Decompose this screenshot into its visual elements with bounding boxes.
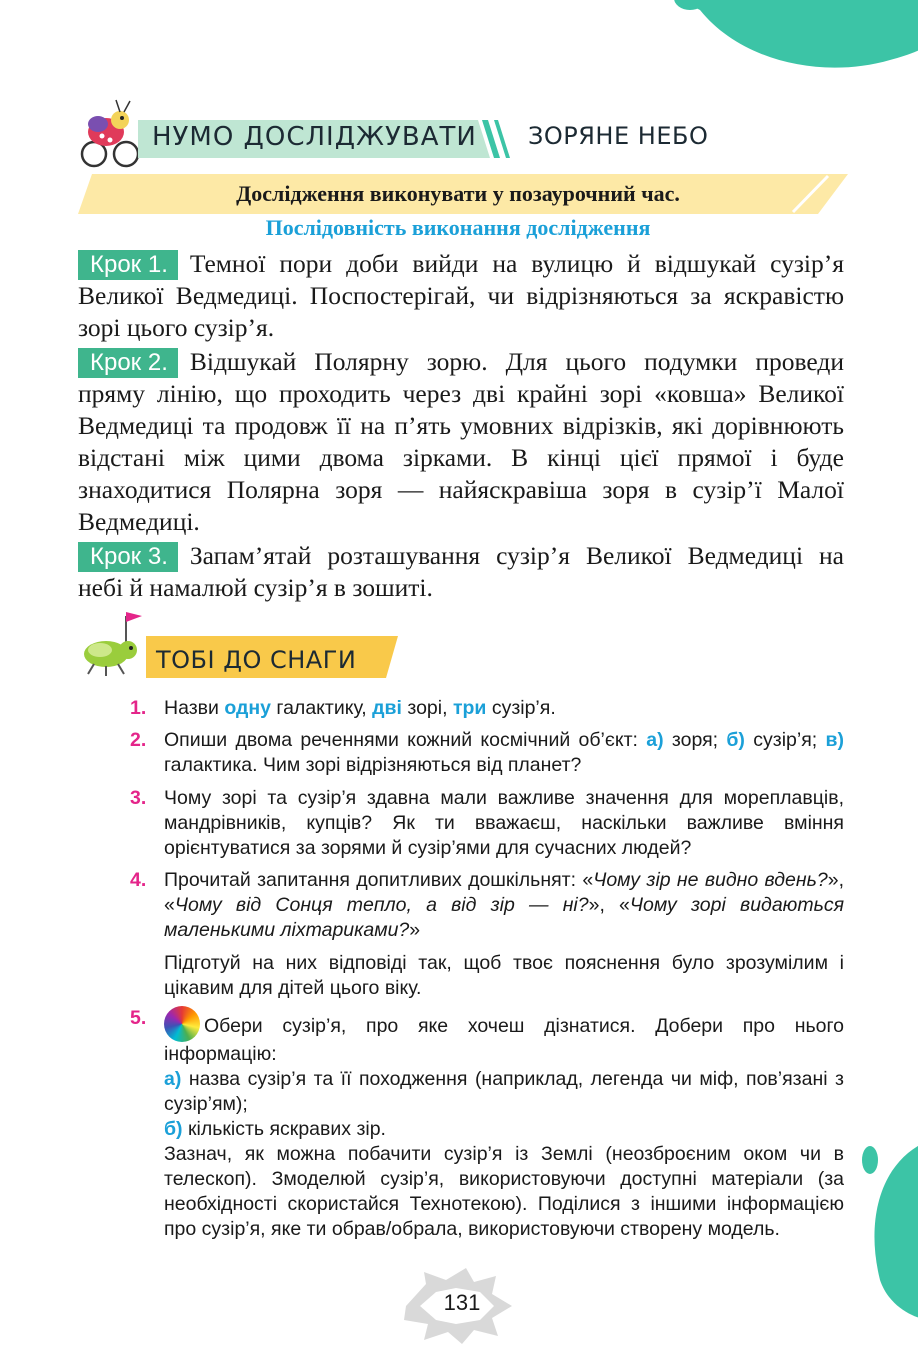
bug-on-bicycle-icon — [76, 98, 142, 170]
question-number: 3. — [130, 787, 147, 809]
step-2 — [78, 346, 844, 538]
step-3-badge: Крок 3. — [78, 542, 178, 572]
question-2: 2. Опиши двома реченнями кожний космічний об’єкт: а) зоря; б) сузір’я; в) галактика. Чим зорі відрізняються від планет? — [130, 729, 844, 776]
step-1-badge: Крок 1. — [78, 250, 178, 280]
question-1: 1. Назви одну галактику, дві зорі, три сузір’я. — [130, 697, 556, 719]
step-2-badge: Крок 2. — [78, 348, 178, 378]
research-note: Дослідження виконувати у позаурочний час. — [236, 181, 680, 206]
page-number: 131 — [443, 1290, 481, 1315]
topic-title: ЗОРЯНЕ НЕБО — [528, 122, 709, 150]
step-1 — [78, 248, 844, 344]
corner-decoration-right — [850, 1130, 918, 1320]
question-number: 4. — [130, 869, 147, 891]
question-number: 5. — [130, 1007, 147, 1029]
step-2-text: Відшукай Полярну зорю. Для цього подумки проведи пряму лінію, що проходить через дві крайні зорі «ковша» Великої Ведмедиці та продовж її на п’ять умовних відрізків, які дорівнюють відстані між цими двома зірками. В кінці цієї прямої і буде знаходитися Полярна зоря — найяскравіша зоря в сузір’ї Малої Ведмедиці. — [78, 347, 844, 536]
section-title-research: НУМО ДОСЛІДЖУВАТИ — [152, 122, 477, 152]
question-4-followup: Підготуй на них відповіді так, щоб твоє пояснення було зрозумілим і цікавим для дітей цього віку. — [164, 952, 844, 999]
question-5-option-b: б) кількість яскравих зір. — [164, 1118, 386, 1140]
section-title-snack: ТОБІ ДО СНАГИ — [156, 646, 357, 674]
question-3: 3. Чому зорі та сузір’я здавна мали важливе значення для мореплавців, мандрівників, купців? Як ти вважаєш, наскільки важливе вміння орієнтуватися за зорями й сузір’ями для сучасних людей? — [130, 787, 844, 859]
sequence-title: Послідовність виконання дослідження — [265, 215, 651, 240]
step-3 — [78, 540, 844, 604]
question-5: 5. Обери сузір’я, про яке хочеш дізнатися. Добери про нього інформацію: а) назва сузір’я та її походження (наприклад, легенда чи міф, пов’язані з сузір’ям); б) кількість яскравих зір. Зазнач, як можна побачити сузір’я із Землі (неозброєним оком чи в телескоп). Змоделюй сузір’я, використовуючи доступні матеріали (за необхідності скористайся Технотекою). Поділися з іншими інформацією про сузір’я, яке ти обрав/обрала, використовуючи створену модель. — [130, 1007, 844, 1240]
color-wheel-icon — [164, 1006, 200, 1042]
question-number: 2. — [130, 729, 147, 751]
step-1-text: Темної пори доби вийди на вулицю й відшукай сузір’я Великої Ведмедиці. Поспостерігай, чи відрізняються за яскравістю зорі цього сузір’я. — [78, 249, 844, 342]
question-4: 4. Прочитай запитання допитливих дошкільнят: «Чому зір не видно вдень?», «Чому від Сонця тепло, а від зір — ні?», «Чому зорі видаються маленькими ліхтариками?» Підготуй на них відповіді так, щоб твоє пояснення було зрозумілим і цікавим для дітей цього віку. — [130, 869, 844, 999]
step-3-text: Запам’ятай розташування сузір’я Великої Ведмедиці на небі й намалюй сузір’я в зошиті. — [78, 541, 844, 602]
question-5-outro: Зазнач, як можна побачити сузір’я із Землі (неозброєним оком чи в телескоп). Змоделюй сузір’я, використовуючи доступні матеріали (за необхідності скористайся Технотекою). Поділися з іншими інформацією про сузір’я, яке ти обрав/обрала, використовуючи створену модель. — [164, 1143, 844, 1240]
question-5-option-a: а) назва сузір’я та її походження (наприклад, легенда чи міф, пов’язані з сузір’ям); — [164, 1068, 844, 1115]
question-number: 1. — [130, 697, 147, 719]
corner-decoration-top — [660, 0, 918, 120]
